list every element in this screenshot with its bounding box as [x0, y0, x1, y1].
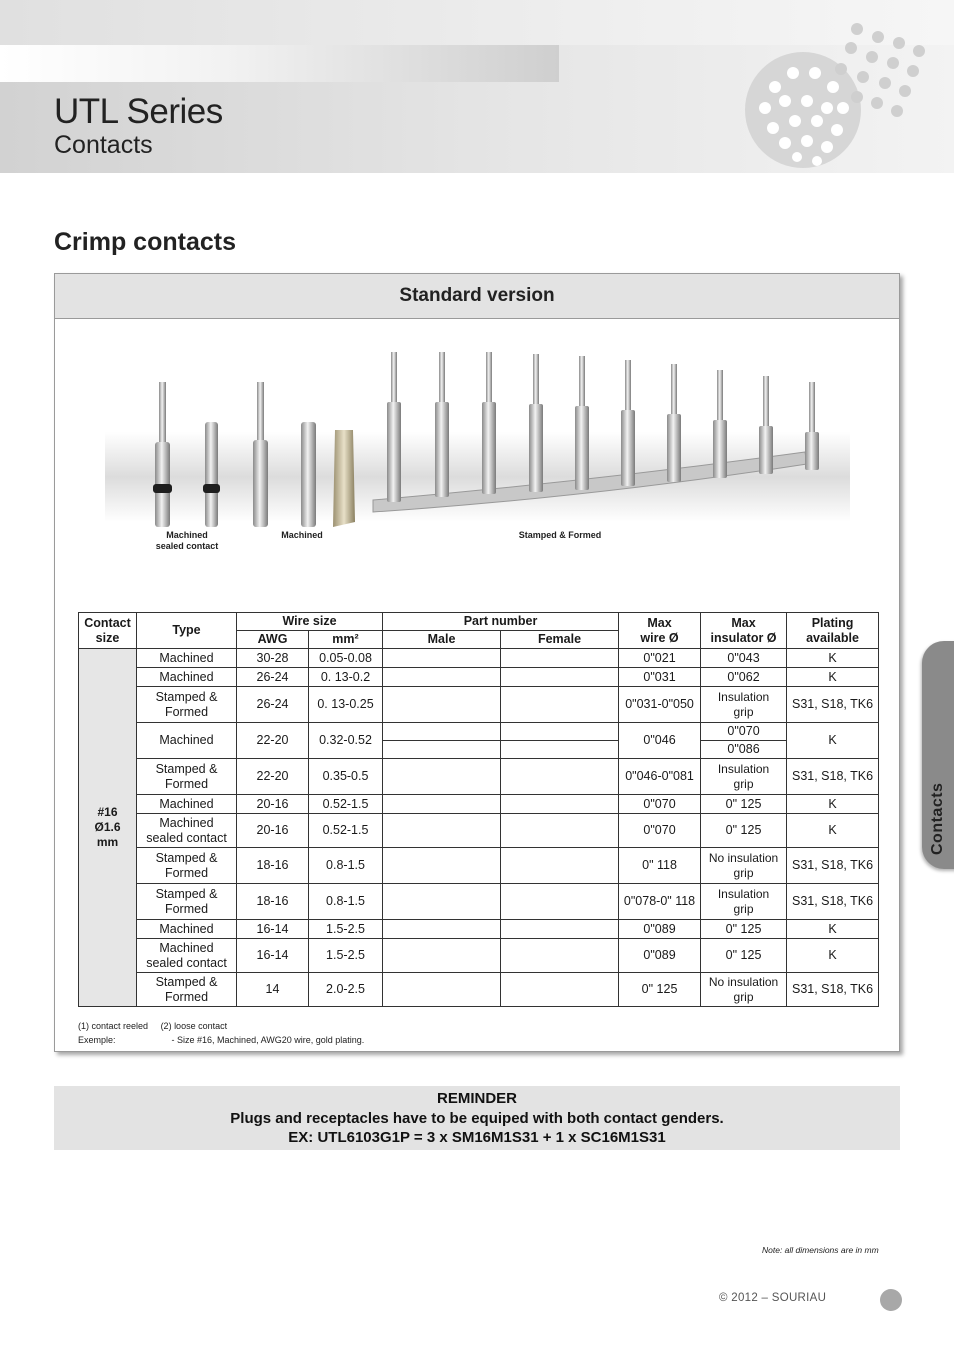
header-awg: AWG [237, 631, 309, 649]
table-row: Machined sealed contact 20-16 0.52-1.5 0"070 0" 125 K [79, 814, 879, 848]
copyright: © 2012 – SOURIAU [719, 1292, 827, 1304]
table-row: Machined 20-16 0.52-1.5 0"070 0" 125 K [79, 795, 879, 814]
reminder-line-2: EX: UTL6103G1P = 3 x SM16M1S31 + 1 x SC16M1S31 [288, 1129, 666, 1146]
table-row: Stamped & Formed 18-16 0.8-1.5 0" 118 No insulation grip S31, S18, TK6 [79, 848, 879, 884]
table-row: Stamped & Formed 14 2.0-2.5 0" 125 No insulation grip S31, S18, TK6 [79, 973, 879, 1007]
photo-label-machined-sealed: Machined sealed contact [155, 530, 219, 551]
table-row: Stamped & Formed 26-24 0. 13-0.25 0"031-0"050 Insulation grip S31, S18, TK6 [79, 687, 879, 723]
connector-dots-logo-icon [735, 15, 935, 170]
header-max-insulator: Max insulator Ø [701, 613, 787, 649]
standard-version-panel [54, 273, 900, 1052]
reminder-line-1: Plugs and receptacles have to be equiped with both contact genders. [230, 1109, 724, 1127]
page-title: UTL Series [54, 92, 223, 131]
photo-label-machined: Machined [281, 530, 323, 540]
table-row: Machined sealed contact 16-14 1.5-2.5 0"089 0" 125 K [79, 939, 879, 973]
header-plating: Plating available [787, 613, 879, 649]
table-row: Stamped & Formed 18-16 0.8-1.5 0"078-0" 118 Insulation grip S31, S18, TK6 [79, 884, 879, 920]
table-row: 0"086 [79, 741, 879, 759]
header-type: Type [137, 613, 237, 649]
dimensions-note: Note: all dimensions are in mm [762, 1245, 879, 1255]
photo-label-stamped-formed: Stamped & Formed [518, 530, 602, 540]
header-stripe-middle [0, 45, 559, 82]
reminder-box [54, 1086, 900, 1150]
page-subtitle: Contacts [54, 131, 153, 159]
header-part-number: Part number [383, 613, 619, 631]
header-wire-size: Wire size [237, 613, 383, 631]
table-row: Machined 16-14 1.5-2.5 0"089 0" 125 K [79, 920, 879, 939]
side-tab-label: Contacts [929, 782, 946, 855]
header-contact-size: Contact size [79, 613, 137, 649]
header-max-wire: Max wire Ø [619, 613, 701, 649]
footnotes: (1) contact reeled (2) loose contact Exemple: - Size #16, Machined, AWG20 wire, gold plating. [78, 1021, 365, 1045]
panel-title: Standard version [55, 274, 899, 319]
table-row: #16 Ø1.6 mm Machined 30-28 0.05-0.08 0"021 0"043 K [79, 649, 879, 668]
table-row: Machined 26-24 0. 13-0.2 0"031 0"062 K [79, 668, 879, 687]
contacts-spec-table [78, 612, 879, 1007]
table-row: Stamped & Formed 22-20 0.35-0.5 0"046-0"081 Insulation grip S31, S18, TK6 [79, 759, 879, 795]
reminder-title: REMINDER [436, 1090, 517, 1107]
contact-size-cell: #16 Ø1.6 mm [79, 649, 137, 1007]
header-female: Female [501, 631, 619, 649]
table-row: Machined 22-20 0.32-0.52 0"046 0"070 K [79, 723, 879, 741]
page-marker-icon [880, 1289, 902, 1311]
header-male: Male [383, 631, 501, 649]
contacts-photo [105, 352, 850, 602]
section-title: Crimp contacts [54, 228, 236, 256]
header-mm2: mm² [309, 631, 383, 649]
